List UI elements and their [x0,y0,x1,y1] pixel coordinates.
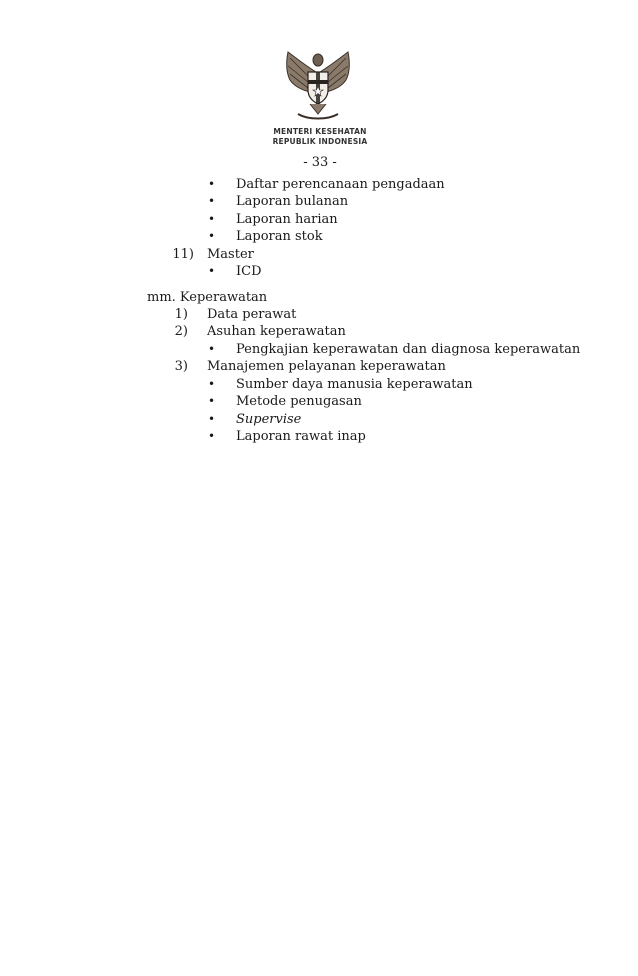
bullet-icon: • [208,229,216,243]
list-item: Sumber daya manusia keperawatan [236,377,473,392]
bullet-icon: • [208,212,216,226]
bullet-icon: • [208,412,216,426]
list-item: Metode penugasan [236,394,362,409]
bullet-icon: • [208,264,216,278]
bullet-icon: • [208,342,216,356]
list-number: 1) [174,307,188,322]
list-item: Supervise [236,412,302,427]
list-number: 3) [174,359,188,374]
list-item: Laporan stok [236,229,323,244]
list-item: Data perawat [207,307,297,322]
bullet-icon: • [208,377,216,391]
bullet-icon: • [208,429,216,443]
institution-name-line1: MENTERI KESEHATAN [273,127,367,136]
list-number: 11) [172,247,194,262]
list-item: Pengkajian keperawatan dan diagnosa keperawatan [236,342,581,357]
list-item: Master [207,247,254,262]
list-item: Laporan rawat inap [236,429,366,444]
institution-name-line2: REPUBLIK INDONESIA [272,137,368,146]
bullet-icon: • [208,177,216,191]
bullet-icon: • [208,394,216,408]
list-item: ICD [236,264,262,279]
bullet-icon: • [208,194,216,208]
list-item: Laporan bulanan [236,194,349,209]
list-item: Daftar perencanaan pengadaan [236,177,445,192]
page-number: - 33 - [303,155,337,170]
section-heading: mm. Keperawatan [147,290,268,305]
garuda-emblem-icon [280,50,356,122]
list-number: 2) [174,324,188,339]
list-item: Asuhan keperawatan [207,324,346,339]
list-item: Manajemen pelayanan keperawatan [207,359,446,374]
list-item: Laporan harian [236,212,338,227]
